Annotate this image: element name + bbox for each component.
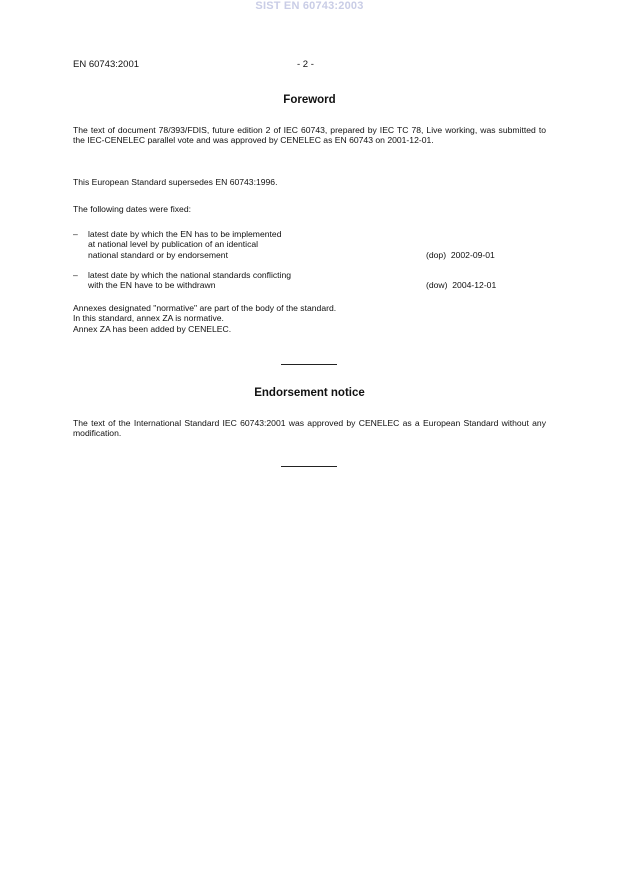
date-item-line: latest date by which the national standards conflicting bbox=[88, 270, 292, 280]
date-item-line: latest date by which the EN has to be implemented bbox=[88, 229, 282, 239]
date-code: (dop) bbox=[426, 249, 447, 260]
annex-line: Annexes designated "normative" are part of the body of the standard. bbox=[73, 303, 337, 313]
end-divider bbox=[281, 466, 337, 467]
date-value bbox=[426, 280, 496, 290]
date-code: (dow) bbox=[426, 280, 448, 291]
date-value bbox=[426, 250, 495, 260]
foreword-title: Foreword bbox=[283, 94, 336, 106]
annex-line: Annex ZA has been added by CENELEC. bbox=[73, 323, 232, 334]
date-item-text bbox=[88, 270, 291, 291]
annex-line: In this standard, annex ZA is normative. bbox=[73, 313, 224, 324]
date-item-line: at national level by publication of an identical bbox=[88, 239, 259, 250]
annex-notes bbox=[73, 303, 546, 334]
date-text: 2004-12-01 bbox=[452, 280, 497, 291]
document-id: EN 60743:2001 bbox=[73, 59, 140, 70]
dash-bullet: – bbox=[73, 229, 78, 239]
endorsement-paragraph: The text of the International Standard IEC 60743:2001 was approved by CENELEC as a European Standard without any modification. bbox=[73, 418, 546, 439]
date-item-line: with the EN have to be withdrawn bbox=[88, 280, 216, 291]
date-item-text bbox=[88, 229, 281, 260]
endorsement-title: Endorsement notice bbox=[254, 387, 365, 399]
foreword-paragraph-3: The following dates were fixed: bbox=[73, 204, 191, 214]
foreword-paragraph-2: This European Standard supersedes EN 60743:1996. bbox=[73, 177, 278, 187]
date-text: 2002-09-01 bbox=[450, 249, 495, 260]
foreword-paragraph-1: The text of document 78/393/FDIS, future edition 2 of IEC 60743, prepared by IEC TC 78, Live working, was submitted to the IEC-CENELEC parallel vote and was approved by CENELEC as EN 60743 on 2001-12-01. bbox=[73, 125, 546, 146]
date-item-line: national standard or by endorsement bbox=[88, 249, 228, 260]
section-divider bbox=[281, 364, 337, 365]
dash-bullet: – bbox=[73, 270, 78, 280]
page-number: - 2 - bbox=[297, 59, 314, 70]
watermark: SIST EN 60743:2003 bbox=[255, 0, 364, 12]
